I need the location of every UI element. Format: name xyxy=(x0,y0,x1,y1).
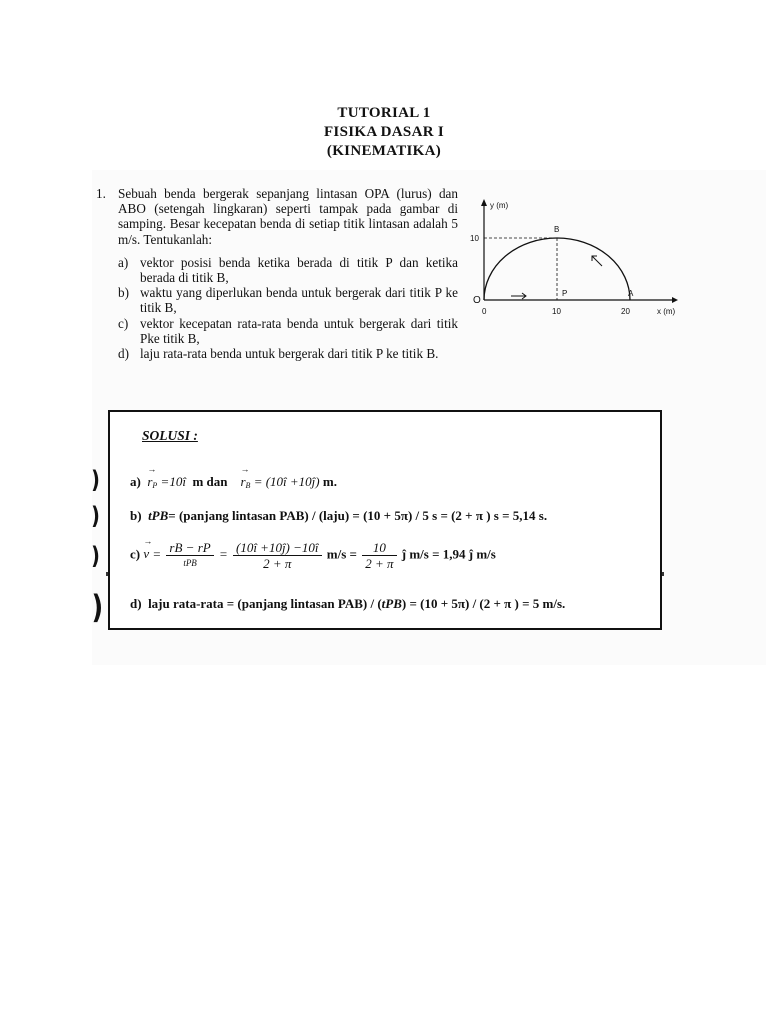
y-axis-arrow-icon xyxy=(481,199,487,206)
y-axis-label: y (m) xyxy=(490,201,509,210)
solution-d: d) laju rata-rata = (panjang lintasan PAB) / (tPB) = (10 + 5π) / (2 + π ) = 5 m/s. xyxy=(130,596,566,611)
solution-c: $c) \to \overline{v}$ = $\frac{rB - rP}{\text{tPB}}$ = $\frac{(10î +10ĵ) -10î}{2 + \pi}$ m/s = $\frac{10}{2 + \pi}$ ĵ m/s = 1,94 ĵ m/s xyxy=(130,540,496,571)
page-header xyxy=(0,104,768,161)
header-title: TUTORIAL 1 xyxy=(337,105,431,121)
problem-stem: Sebuah benda bergerak sepanjang lintasan OPA (lurus) dan ABO (setengah lingkaran) seperti tampak pada gambar di samping. Besar kecepatan benda di setiap titik lintasan adalah 5 m/s. Tentukanlah: xyxy=(118,186,458,247)
problem-item-a: a) vektor posisi benda ketika berada di titik P dan ketika berada di titik B, xyxy=(118,254,458,286)
fraction-2: $\frac{(10î +10ĵ) -10î}{2 + \pi}$ xyxy=(233,540,322,571)
problem-item-c: c) vektor kecepatan rata-rata benda untuk bergerak dari titik Pke titik B, xyxy=(118,315,458,346)
header-topic: (KINEMATIKA) xyxy=(326,143,442,159)
x-tick-0: 0 xyxy=(482,307,487,316)
y-tick-10: 10 xyxy=(470,234,479,243)
problem-number: 1. xyxy=(96,186,106,201)
fraction-1: $\frac{rB - rP}{\text{tPB}}$ xyxy=(166,540,213,571)
x-tick-20: 20 xyxy=(621,307,630,316)
point-o-label: O xyxy=(473,295,481,306)
header-course: FISIKA DASAR I xyxy=(323,124,445,140)
scan-dot xyxy=(662,572,664,576)
x-tick-10: 10 xyxy=(552,307,561,316)
point-a-label: A xyxy=(628,289,634,298)
margin-mark: ) xyxy=(91,466,100,494)
problem-1 xyxy=(96,186,458,361)
margin-mark: ) xyxy=(91,588,104,626)
solution-box xyxy=(108,410,662,630)
solution-a: $a) \to r_P$ =10î m dan → $r_B$ = (10î +10ĵ) m. xyxy=(130,474,337,490)
problem-items xyxy=(118,255,458,361)
problem-item-b: b) waktu yang diperlukan benda untuk bergerak dari titik P ke titik B, xyxy=(118,285,458,316)
margin-mark: ) xyxy=(91,502,100,530)
direction-arrow-curve xyxy=(592,256,602,266)
point-p-label: P xyxy=(562,289,568,298)
x-axis-arrow-icon xyxy=(672,297,678,303)
point-b-label: B xyxy=(554,225,560,234)
trajectory-figure xyxy=(464,194,684,320)
fraction-3: $\frac{10}{2 + \pi}$ xyxy=(362,540,396,571)
solution-title: SOLUSI : xyxy=(142,428,198,443)
margin-mark: ) xyxy=(91,542,100,570)
problem-item-d: d) laju rata-rata benda untuk bergerak dari titik P ke titik B. xyxy=(118,346,439,362)
x-axis-label: x (m) xyxy=(657,307,676,316)
trajectory-diagram xyxy=(464,194,684,320)
solution-b: b) tPB= (panjang lintasan PAB) / (laju) = (10 + 5π) / 5 s = (2 + π ) s = 5,14 s. xyxy=(130,508,548,523)
